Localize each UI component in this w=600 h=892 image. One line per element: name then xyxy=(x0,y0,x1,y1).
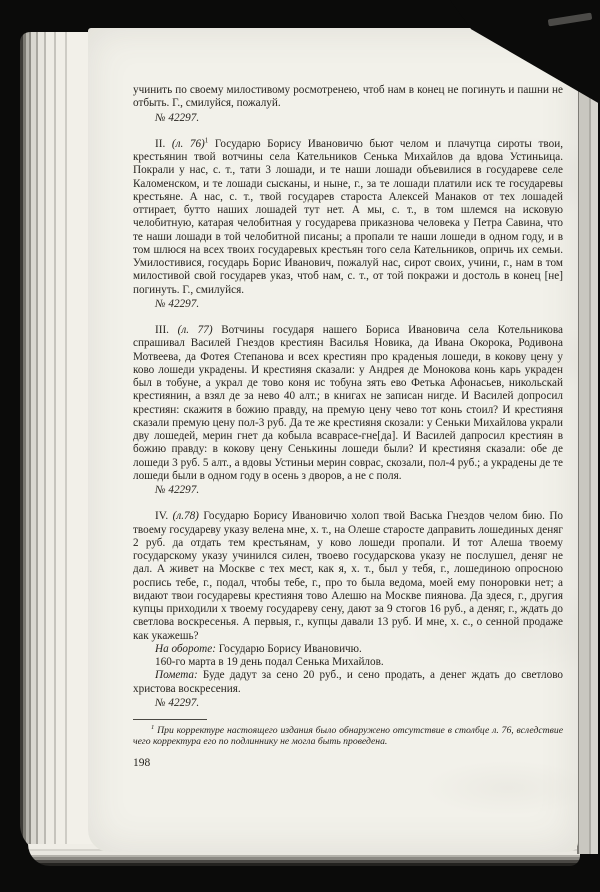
note-pometa-label: Помета: xyxy=(155,669,198,682)
entry-iii-text: Вотчины государя нашего Бориса Ивановича села Котельникова спрашивал Василей Гнездов крестиян Василья Новика, да Ивана Окорока, Родивона Мотвеева, да Фотея Степанова и всех крестиян про краденыя лошеди, в кокову цену у ково лошеди украдены. И крестияня сказали: у Андрея де Монокова конь карь украден был в тобуне, а украл де тово коня ис тобуна зять ево Фетька Афонасьев, никольскай крестиянин, а взял де за нево 40 алт.; в книгах не записан нигде. И Василей допросил крестиян: скажитя в божию правду, на премую цену чево тот конь стоил? И крестияня сказали премую цену пол-3 руб. Да те же крестияня скозали: у Сеньки Михайлова украли дву лошедей, мерин гнет да кобыла всаврасе-гне[да]. И Василей дапросил крестиян в божию правду: в кокову цену Сенькины лошеди были? И крестияня сказали: обе де лошеди 3 руб. 5 алт., а вдовы Устиньи мерин соврас, скозали, пол-4 руб.; а украдены де те лошеди были в одном году в осень з дворов, а не с поля. xyxy=(133,324,563,482)
entry-ii-number: II. xyxy=(155,137,166,150)
entry-iii-folio: (л. 77) xyxy=(177,324,213,336)
note-verso xyxy=(133,643,563,656)
archive-ref-entry-ii: № 42297. xyxy=(155,297,200,310)
entry-ii-text: Государю Борису Ивановичю бьют челом и плачутца сироты твои, крестьянин твой вотчины села Кательников Сенька Михайлов да вдова Устиньица. Покрали у нас, с. т., тати 3 лошади, и те наши лошади объевилися в государеве селе Каломенском, и те лошади сысканы, и ныне, г., за те лошади платили иск те государевы крестьяне. А нас, с. т., твой государев староста Алексей Манаков от тех лошадей оттирает, бутто наших лошадей тут нет. А мы, с. т., в том шлемся на исковую челобитную, катарая челобитная у государева приказнова человека у Петра Савина, что те наши лошади в той челобитной писаны; а пропали те наши лошеди в одном году, и в том шлюся на всех твоих государевых крестьян того села Кательников, опричь их семьи. Умилостивися, государь Борис Иванович, пожалуй нас, сирот своих, учини, г., нам в том милостивой свой государев указ, чтоб нам, с. т., от той покражи и достоль в конец [не] погинуть. Г., смилуйся. xyxy=(133,137,563,296)
entry-iii-number: III. xyxy=(155,324,169,336)
archive-ref-entry-iv: № 42297. xyxy=(155,696,200,709)
note-date-text: 160-го марта в 19 день подал Сенька Михайлов. xyxy=(155,656,384,668)
footnote-rule xyxy=(133,719,207,720)
entry-iv-folio: (л.78) xyxy=(172,510,199,523)
page-text-column xyxy=(133,84,563,770)
note-verso-label: На обороте: xyxy=(155,642,216,655)
entry-iv-text: Государю Борису Ивановичю холоп твой Васька Гнездов челом бию. По твоему государеву указу велена мне, х. т., на Олеше старосте даправить лошединых деняг 2 руб. да отдать тем крестьянам, у ково лошеди пропали. И тот Алеша твоему государскому указу учинился силен, твоево государскова указу не послушел, деняг не дал. А живет на Москве с тех мест, как я, х. т., был у тебя, г., лошединою опросною роспись тебе, г., подал, чтобы тебе, г., про то была ведома, моей ему поноровки нет; а видают твои государевы крестияня тово Алешю на Москве пиянова. Да здеся, г., другия купцы приходили х твоему государеву сену, дают за 9 стогов 16 руб., а деняг, г., ждать до светлова воскресенья. А первыя, г., купцы давали 13 руб. И мне, х. с., о сенной продаже как укажешь? xyxy=(133,510,564,642)
entry-ii-folio: (л. 76) xyxy=(171,137,205,150)
archive-ref-intro: № 42297. xyxy=(155,111,200,124)
page-number: 198 xyxy=(133,756,151,769)
note-verso-text: Государю Борису Ивановичю. xyxy=(218,642,362,655)
footnote xyxy=(133,725,563,748)
page-stack-left-edge xyxy=(20,32,96,854)
note-pometa xyxy=(133,669,563,696)
footnote-marker: 1 xyxy=(204,136,209,145)
archive-ref-entry-iii: № 42297. xyxy=(155,484,200,496)
note-date xyxy=(133,656,563,669)
carryover-paragraph: учинить по своему милостивому росмотренею, чтоб нам в конец не погинуть и пашни не отбыть. Г., смилуйся, пожалуй. xyxy=(133,84,563,110)
note-pometa-text: Буде дадут за сено 20 руб., и сено продать, а денег ждать до светлово христова воскресения. xyxy=(133,669,563,695)
footnote-text: При корректуре настоящего издания было обнаружено отсутствие в столбце л. 76, вследствие чего корректура его по подлиннику не могла быть проведена. xyxy=(133,725,563,748)
entry-ii xyxy=(133,138,563,297)
footnote-mark: 1 xyxy=(151,723,155,731)
entry-iv xyxy=(133,510,563,643)
entry-iv-number: IV. xyxy=(155,510,169,523)
facing-page-fore-edge xyxy=(577,62,598,854)
entry-iii xyxy=(133,324,563,483)
